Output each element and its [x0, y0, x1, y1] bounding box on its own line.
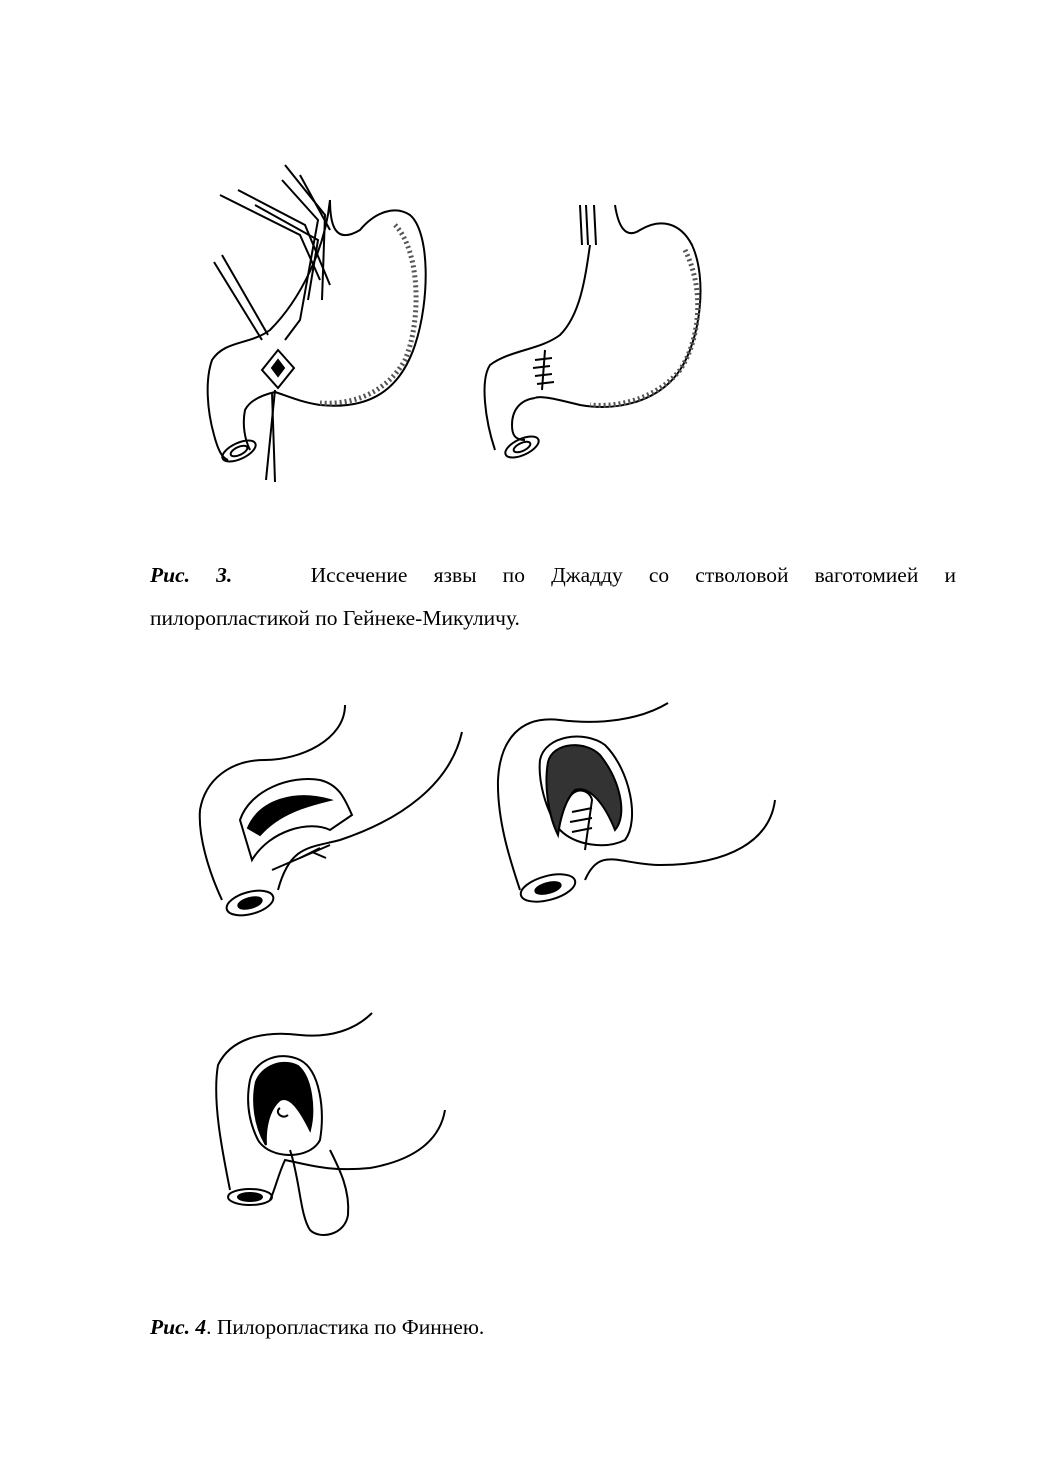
- finney-pyloroplasty-step3-drawing: [216, 1013, 445, 1235]
- figure-3-text-line2: пилоропластикой по Гейнеке-Микуличу.: [150, 606, 520, 630]
- finney-pyloroplasty-step2-drawing: [498, 703, 775, 907]
- figure-4-label: Рис. 4: [150, 1315, 207, 1339]
- figure-4-caption: [150, 1306, 956, 1349]
- figure-3-label: Рис. 3.: [150, 563, 233, 587]
- finney-pyloroplasty-step1-drawing: [200, 705, 462, 920]
- figure-3-text-line1: Иссечение язвы по Джадду со стволовой ваготомией и: [310, 563, 956, 587]
- figure-4-text: . Пилоропластика по Финнею.: [206, 1315, 485, 1339]
